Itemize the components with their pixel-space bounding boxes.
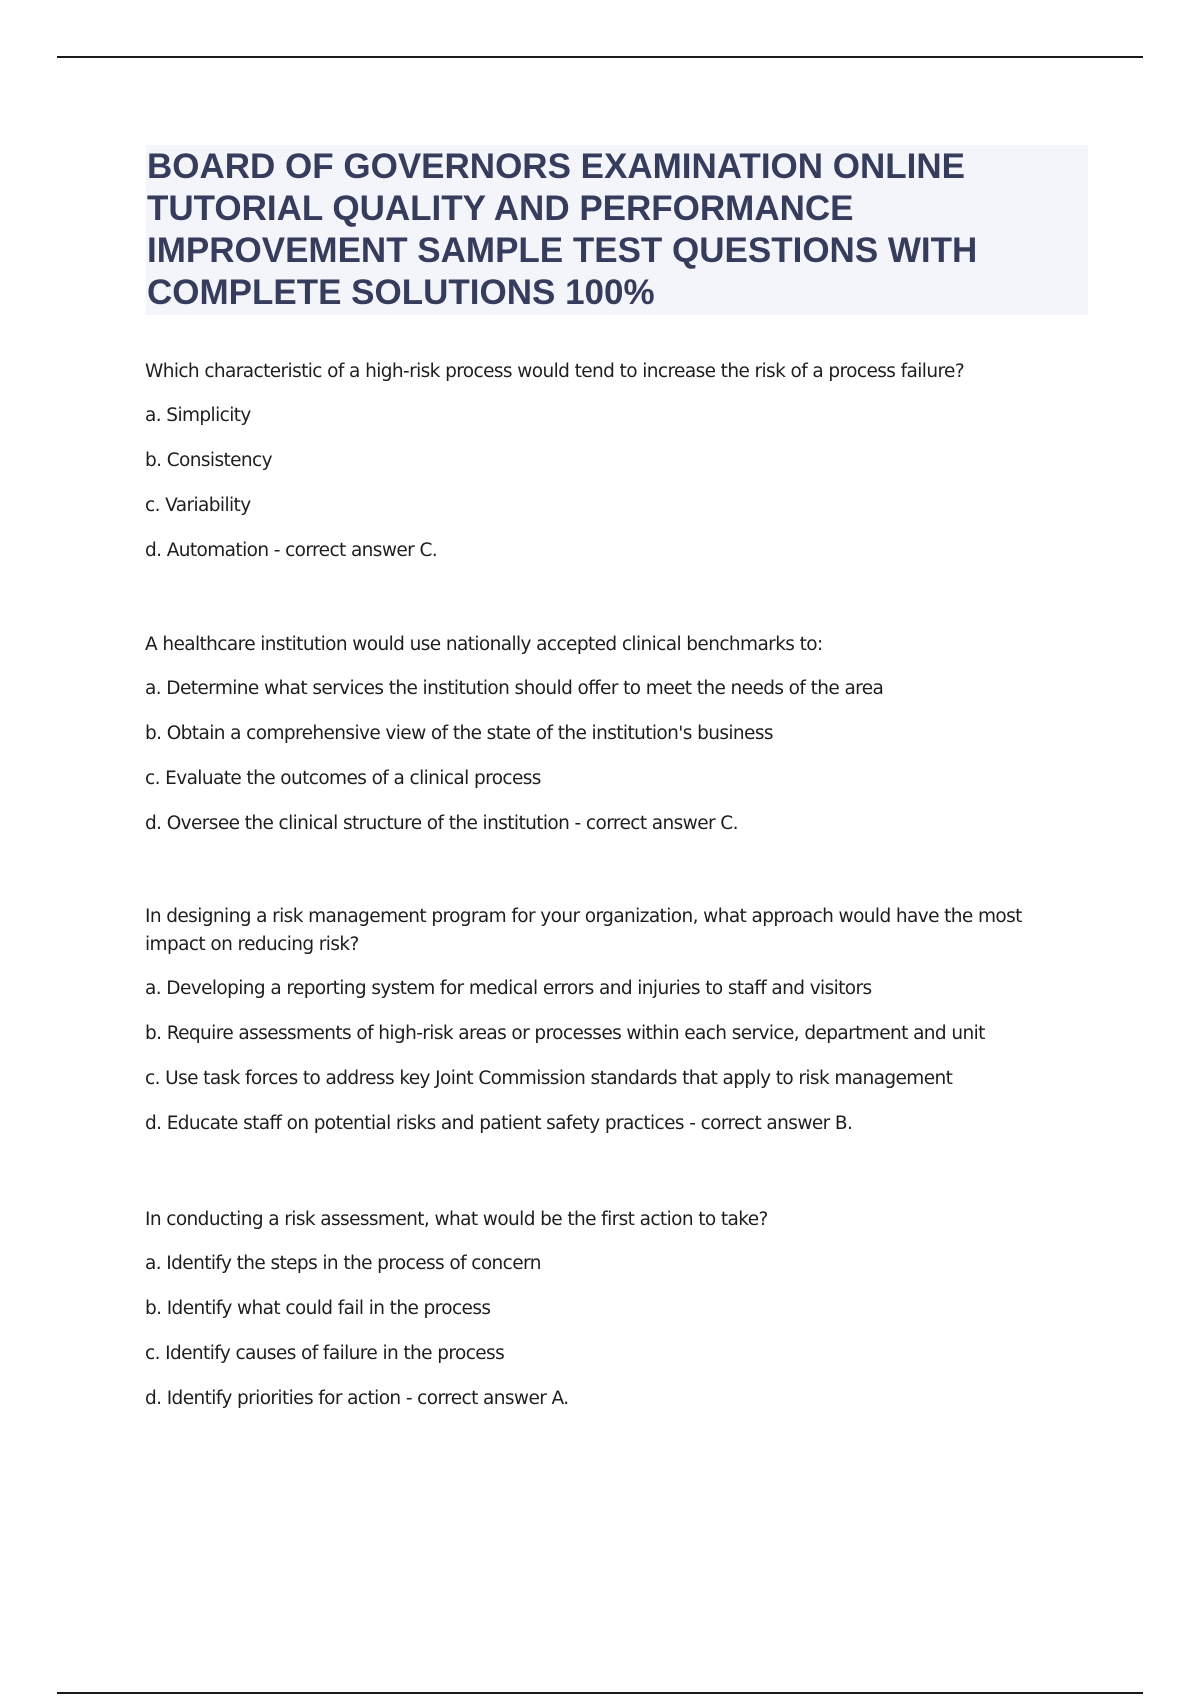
bottom-rule	[57, 1692, 1143, 1694]
answer-option-b: b. Identify what could fail in the process	[145, 1298, 491, 1319]
answer-option-c: c. Evaluate the outcomes of a clinical process	[145, 768, 541, 789]
answer-option-d: d. Educate staff on potential risks and patient safety practices - correct answer B.	[145, 1113, 853, 1134]
question-text: Which characteristic of a high-risk process would tend to increase the risk of a process failure?	[145, 361, 965, 382]
question-text: A healthcare institution would use nationally accepted clinical benchmarks to:	[145, 634, 823, 655]
answer-option-c: c. Use task forces to address key Joint Commission standards that apply to risk management	[145, 1068, 953, 1089]
top-rule	[57, 56, 1143, 58]
answer-option-c: c. Identify causes of failure in the process	[145, 1343, 505, 1364]
title-line-1: BOARD OF GOVERNORS EXAMINATION ONLINE	[147, 147, 965, 186]
answer-option-d: d. Identify priorities for action - correct answer A.	[145, 1388, 569, 1409]
answer-option-a: a. Developing a reporting system for medical errors and injuries to staff and visitors	[145, 978, 872, 999]
answer-option-a: a. Identify the steps in the process of concern	[145, 1253, 541, 1274]
question-4	[145, 1206, 1065, 1430]
answer-option-a: a. Determine what services the institution should offer to meet the needs of the area	[145, 678, 884, 699]
answer-option-d: d. Oversee the clinical structure of the institution - correct answer C.	[145, 813, 738, 834]
document-title	[146, 145, 1088, 315]
question-text: In conducting a risk assessment, what would be the first action to take?	[145, 1209, 768, 1230]
question-2	[145, 631, 1065, 855]
question-text: In designing a risk management program for your organization, what approach would have the most impact on reducing risk?	[145, 906, 1022, 955]
answer-option-b: b. Obtain a comprehensive view of the state of the institution's business	[145, 723, 773, 744]
answer-option-b: b. Require assessments of high-risk areas or processes within each service, department and unit	[145, 1023, 985, 1044]
title-line-2: TUTORIAL QUALITY AND PERFORMANCE	[147, 189, 854, 228]
question-1	[145, 358, 1065, 582]
title-line-4: COMPLETE SOLUTIONS 100%	[147, 273, 655, 312]
question-3	[145, 903, 1065, 1155]
answer-option-a: a. Simplicity	[145, 405, 251, 426]
answer-option-b: b. Consistency	[145, 450, 272, 471]
answer-option-c: c. Variability	[145, 495, 251, 516]
title-line-3: IMPROVEMENT SAMPLE TEST QUESTIONS WITH	[147, 231, 978, 270]
answer-option-d: d. Automation - correct answer C.	[145, 540, 438, 561]
